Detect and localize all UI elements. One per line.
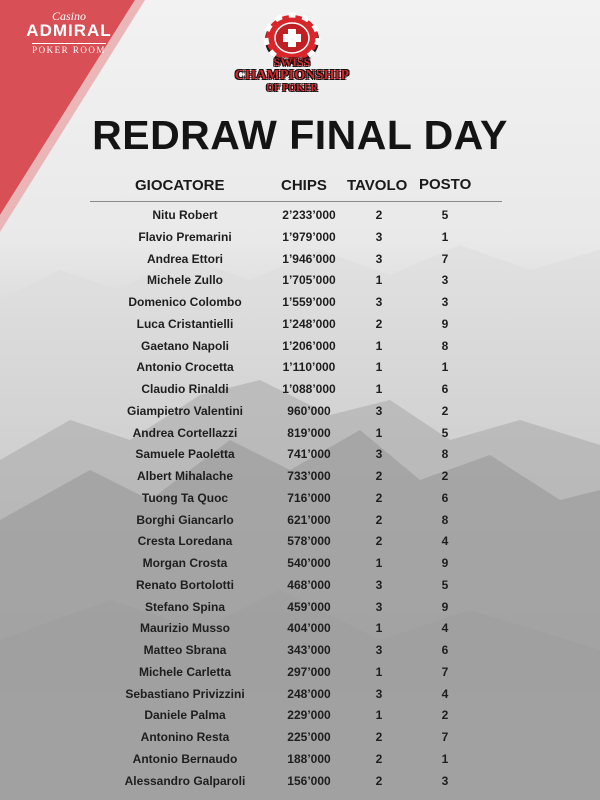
- chips-cell: 578’000: [287, 534, 331, 549]
- chips-cell: 733’000: [287, 469, 331, 483]
- player-name-cell: Antonio Bernaudo: [132, 751, 238, 766]
- seat-number-cell: 5: [441, 425, 449, 440]
- table-number-cell: 1: [375, 382, 383, 396]
- player-name-cell: Maurizio Musso: [139, 621, 230, 636]
- player-name-cell: Renato Bortolotti: [136, 577, 234, 592]
- chips-cell: 960’000: [287, 403, 331, 418]
- table-row: [0, 726, 600, 748]
- chips-cell: 156’000: [287, 773, 331, 788]
- seat-number-cell: 9: [441, 316, 449, 331]
- seat-number-cell: 7: [441, 664, 449, 679]
- seat-number-cell: 4: [441, 686, 449, 701]
- seat-number-cell: 5: [441, 577, 449, 592]
- player-name-cell: Stefano Spina: [144, 599, 225, 614]
- chips-cell: 229’000: [287, 708, 331, 723]
- chips-cell: 225’000: [287, 730, 331, 744]
- table-number-cell: 3: [375, 251, 383, 266]
- seat-number-cell: 1: [441, 229, 449, 244]
- player-name-cell: Matteo Sbrana: [143, 643, 227, 657]
- chips-cell: 819’000: [287, 425, 331, 440]
- table-row: [0, 552, 600, 574]
- seat-number-cell: 2: [441, 469, 449, 483]
- chips-cell: 404’000: [287, 621, 331, 636]
- seat-number-cell: 8: [441, 338, 449, 353]
- table-row: [0, 226, 600, 248]
- table-row: [0, 748, 600, 770]
- player-name-cell: Sebastiano Privizzini: [125, 686, 245, 701]
- table-number-cell: 1: [375, 556, 383, 570]
- table-row: [0, 356, 600, 378]
- chips-cell: 1’248’000: [282, 316, 336, 331]
- chips-cell: 716’000: [287, 490, 331, 505]
- player-name-cell: Michele Zullo: [146, 273, 223, 288]
- header-divider: [90, 201, 502, 202]
- chips-cell: 1’559’000: [282, 295, 336, 309]
- player-name-cell: Cresta Loredana: [137, 534, 233, 549]
- column-header-chips: CHIPS: [281, 177, 327, 194]
- event-title-line2: CHAMPIONSHIP: [234, 68, 350, 83]
- table-number-cell: 3: [375, 229, 383, 244]
- table-number-cell: 3: [375, 295, 383, 309]
- chips-cell: 343’000: [287, 643, 331, 657]
- seat-number-cell: 1: [441, 751, 449, 766]
- table-number-cell: 3: [375, 599, 383, 614]
- chips-cell: 248’000: [287, 686, 331, 701]
- seat-number-cell: 3: [441, 295, 449, 309]
- player-name-cell: Daniele Palma: [144, 708, 226, 723]
- chips-cell: 1’979’000: [282, 229, 336, 244]
- seat-number-cell: 9: [441, 599, 449, 614]
- table-row: [0, 269, 600, 291]
- seat-number-cell: 3: [441, 273, 449, 288]
- player-name-cell: Nitu Robert: [152, 208, 218, 222]
- page-title: REDRAW FINAL DAY: [92, 112, 508, 158]
- chips-cell: 1’206’000: [282, 338, 336, 353]
- seat-number-cell: 3: [441, 773, 449, 788]
- seat-number-cell: 2: [441, 708, 449, 723]
- table-row: [0, 683, 600, 705]
- event-title-line3: OF POKER: [266, 83, 318, 94]
- player-name-cell: Tuong Ta Quoc: [141, 490, 229, 505]
- event-title-line1: SWISS: [273, 55, 311, 69]
- table-number-cell: 2: [375, 208, 383, 222]
- column-header-player: GIOCATORE: [135, 177, 225, 194]
- chips-cell: 540’000: [287, 556, 331, 570]
- seat-number-cell: 6: [441, 643, 449, 657]
- seat-number-cell: 4: [441, 621, 449, 636]
- table-row: [0, 443, 600, 465]
- table-number-cell: 3: [375, 403, 383, 418]
- seat-number-cell: 7: [441, 251, 449, 266]
- table-row: [0, 509, 600, 531]
- player-name-cell: Albert Mihalache: [136, 469, 234, 483]
- table-row: [0, 574, 600, 596]
- table-row: [0, 378, 600, 400]
- table-number-cell: 3: [375, 447, 383, 462]
- swiss-championship-logo: [222, 10, 362, 100]
- table-row: [0, 661, 600, 683]
- table-number-cell: 1: [375, 273, 383, 288]
- table-row: [0, 770, 600, 792]
- table-row: [0, 487, 600, 509]
- table-row: [0, 204, 600, 226]
- table-number-cell: 2: [375, 730, 383, 744]
- table-row: [0, 617, 600, 639]
- chips-cell: 459’000: [287, 599, 331, 614]
- table-row: [0, 335, 600, 357]
- table-number-cell: 1: [375, 425, 383, 440]
- table-number-cell: 2: [375, 512, 383, 527]
- player-name-cell: Luca Cristantielli: [136, 316, 234, 331]
- player-name-cell: Andrea Ettori: [146, 251, 223, 266]
- seat-number-cell: 6: [441, 490, 449, 505]
- chips-cell: 468’000: [287, 577, 331, 592]
- column-header-table: TAVOLO: [347, 177, 408, 194]
- casino-logo-brand: ADMIRAL: [26, 21, 112, 40]
- table-number-cell: 2: [375, 534, 383, 549]
- column-header-seat: POSTO: [419, 176, 472, 193]
- table-row: [0, 400, 600, 422]
- table-row: [0, 422, 600, 444]
- chips-cell: 1’946’000: [282, 251, 336, 266]
- table-number-cell: 2: [375, 751, 383, 766]
- casino-logo-sub: POKER ROOM: [32, 45, 106, 55]
- table-row: [0, 704, 600, 726]
- table-number-cell: 1: [375, 621, 383, 636]
- player-name-cell: Claudio Rinaldi: [141, 382, 229, 396]
- seat-number-cell: 4: [441, 534, 449, 549]
- seat-number-cell: 8: [441, 447, 449, 462]
- table-number-cell: 2: [375, 490, 383, 505]
- player-name-cell: Domenico Colombo: [128, 295, 242, 309]
- chips-cell: 621’000: [287, 512, 331, 527]
- player-name-cell: Borghi Giancarlo: [136, 512, 234, 527]
- chips-cell: 741’000: [287, 447, 331, 462]
- table-number-cell: 3: [375, 686, 383, 701]
- table-row: [0, 313, 600, 335]
- seat-number-cell: 1: [441, 360, 449, 375]
- player-name-cell: Flavio Premarini: [138, 229, 232, 244]
- chips-cell: 297’000: [287, 664, 331, 679]
- chips-cell: 1’705’000: [282, 273, 336, 288]
- table-number-cell: 1: [375, 708, 383, 723]
- event-title: [222, 56, 362, 94]
- player-name-cell: Andrea Cortellazzi: [132, 425, 238, 440]
- table-number-cell: 1: [375, 338, 383, 353]
- player-name-cell: Alessandro Galparoli: [124, 773, 246, 788]
- player-name-cell: Giampietro Valentini: [126, 403, 244, 418]
- table-number-cell: 2: [375, 773, 383, 788]
- seat-number-cell: 6: [441, 382, 449, 396]
- table-row: [0, 596, 600, 618]
- table-number-cell: 1: [375, 664, 383, 679]
- seat-number-cell: 7: [441, 730, 449, 744]
- player-name-cell: Samuele Paoletta: [135, 447, 235, 462]
- table-row: [0, 530, 600, 552]
- player-name-cell: Michele Carletta: [138, 664, 232, 679]
- seating-table: [0, 204, 600, 791]
- table-row: [0, 291, 600, 313]
- casino-admiral-logo: [14, 10, 124, 58]
- casino-logo-small: Casino: [51, 9, 86, 23]
- table-row: [0, 639, 600, 661]
- chips-cell: 1’110’000: [282, 360, 336, 375]
- player-name-cell: Antonio Crocetta: [136, 360, 234, 375]
- chips-cell: 2’233’000: [282, 208, 336, 222]
- table-row: [0, 465, 600, 487]
- table-number-cell: 3: [375, 643, 383, 657]
- seat-number-cell: 8: [441, 512, 449, 527]
- table-number-cell: 3: [375, 577, 383, 592]
- table-number-cell: 2: [375, 469, 383, 483]
- chips-cell: 188’000: [287, 751, 331, 766]
- player-name-cell: Morgan Crosta: [142, 556, 228, 570]
- seat-number-cell: 2: [441, 403, 449, 418]
- table-number-cell: 1: [375, 360, 383, 375]
- player-name-cell: Gaetano Napoli: [140, 338, 229, 353]
- seat-number-cell: 9: [441, 556, 449, 570]
- seat-number-cell: 5: [441, 208, 449, 222]
- table-row: [0, 248, 600, 270]
- chips-cell: 1’088’000: [282, 382, 336, 396]
- player-name-cell: Antonino Resta: [140, 730, 230, 744]
- table-number-cell: 2: [375, 316, 383, 331]
